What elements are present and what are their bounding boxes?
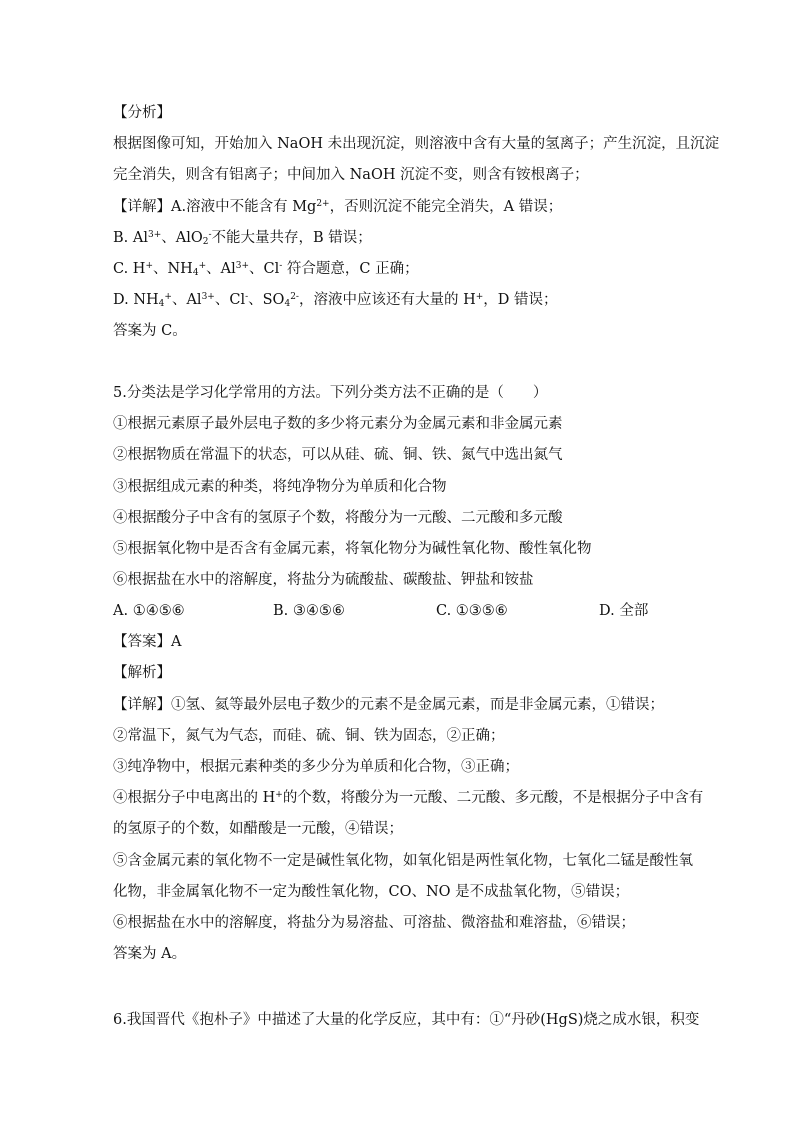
c-s4: - — [279, 261, 283, 271]
c-t3: 、Al — [206, 261, 236, 277]
c-t4: 、Cl — [249, 261, 280, 277]
q5-detail-4 — [113, 789, 703, 807]
d-t6: ，D 错误； — [483, 292, 558, 308]
detail-a-sup: 2+ — [316, 199, 330, 209]
analysis-line-1: 根据图像可知，开始加入 NaOH 未出现沉淀，则溶液中含有大量的氢离子；产生沉淀，且沉淀 — [113, 136, 720, 152]
d-t4: 、SO — [248, 292, 285, 308]
q5-item-1: ①根据元素原子最外层电子数的多少将元素分为金属元素和非金属元素 — [113, 416, 563, 432]
c-s3: 3+ — [235, 261, 250, 271]
c-t2: 、NH — [153, 261, 193, 277]
d-b1: 4 — [158, 299, 165, 309]
q5-detail-5: ⑤含金属元素的氧化物不一定是碱性氧化物，如氧化铝是两性氧化物，七氧化二锰是酸性氧 — [113, 853, 693, 869]
analysis-answer: 答案为 C。 — [113, 323, 187, 339]
q5-item-4: ④根据酸分子中含有的氢原子个数，将酸分为一元酸、二元酸和多元酸 — [113, 510, 563, 526]
q5-option-b: B. ③④⑤⑥ — [273, 603, 345, 619]
detail-a-suffix: ，否则沉淀不能完全消失，A 错误； — [329, 199, 563, 215]
d-s4: 2- — [290, 292, 299, 302]
option-b-analysis — [113, 229, 372, 247]
b-s1: 3+ — [147, 230, 162, 240]
analysis-line-2: 完全消失，则含有铝离子；中间加入 NaOH 沉淀不变，则含有铵根离子； — [113, 167, 589, 183]
c-t1: C. H — [113, 261, 146, 277]
q5-option-d: D. 全部 — [599, 603, 649, 619]
b-t1: B. Al — [113, 230, 148, 246]
d-s2: 3+ — [201, 292, 215, 302]
q5-detail-5b: 化物，非金属氧化物不一定为酸性氧化物，CO、NO 是不成盐氧化物，⑤错误； — [113, 884, 630, 900]
q5-option-c: C. ①③⑤⑥ — [436, 603, 508, 619]
option-d-analysis — [113, 291, 558, 309]
q5-item-3: ③根据组成元素的种类，将纯净物分为单质和化合物 — [113, 479, 447, 495]
d-t1: D. NH — [113, 292, 159, 308]
q5-item-2: ②根据物质在常温下的状态，可以从硅、硫、铜、铁、氮气中选出氮气 — [113, 447, 563, 463]
d-s5: + — [475, 292, 484, 302]
q5-detail-3: ③纯净物中，根据元素种类的多少分为单质和化合物，③正确； — [113, 759, 519, 775]
d-b2: 4 — [284, 299, 291, 309]
q5-detail-4-prefix: ④根据分子中电离出的 H — [113, 790, 276, 806]
c-b1: 4 — [192, 268, 199, 278]
q5-final: 答案为 A。 — [113, 946, 187, 962]
q6-stem: 6.我国晋代《抱朴子》中描述了大量的化学反应，其中有：①“丹砂(HgS)烧之成水银，积变 — [113, 1012, 700, 1028]
q5-item-6: ⑥根据盐在水中的溶解度，将盐分为硫酸盐、碳酸盐、钾盐和铵盐 — [113, 572, 534, 588]
q5-detail-1: 【详解】①氢、氦等最外层电子数少的元素不是金属元素，而是非金属元素，①错误； — [113, 697, 664, 713]
d-t3: 、Cl — [214, 292, 246, 308]
d-s3: - — [245, 292, 249, 302]
q5-detail-4-sup: + — [275, 790, 283, 800]
q5-item-5: ⑤根据氧化物中是否含有金属元素，将氧化物分为碱性氧化物、酸性氧化物 — [113, 541, 592, 557]
d-t5: ，溶液中应该还有大量的 H — [298, 292, 476, 308]
q5-detail-4b: 的氢原子的个数，如醋酸是一元酸，④错误； — [113, 821, 403, 837]
d-t2: 、Al — [171, 292, 202, 308]
b-b1: 2 — [202, 237, 209, 247]
detail-a — [113, 198, 562, 216]
q5-explain-heading: 【解析】 — [113, 665, 171, 681]
detail-a-prefix: 【详解】A.溶液中不能含有 Mg — [113, 199, 317, 215]
b-t2: 、AlO — [161, 230, 203, 246]
q5-detail-2: ②常温下，氮气为气态，而硅、硫、铜、铁为固态，②正确； — [113, 728, 505, 744]
q5-detail-6: ⑥根据盐在水中的溶解度，将盐分为易溶盐、可溶盐、微溶盐和难溶盐，⑥错误； — [113, 915, 635, 931]
c-s2: + — [198, 261, 207, 271]
b-s2: - — [208, 230, 212, 240]
q5-answer: 【答案】A — [113, 634, 182, 650]
c-t5: 符合题意，C 正确； — [282, 261, 419, 277]
d-s1: + — [164, 292, 172, 302]
q5-stem: 5.分类法是学习化学常用的方法。下列分类方法不正确的是（ ） — [113, 385, 548, 401]
option-c-analysis — [113, 260, 419, 278]
b-t3: 不能大量共存，B 错误； — [211, 230, 372, 246]
q5-detail-4-suffix: 的个数，将酸分为一元酸、二元酸、多元酸，不是根据分子中含有 — [282, 790, 704, 806]
q5-option-a: A. ①④⑤⑥ — [113, 603, 185, 619]
c-s1: + — [145, 261, 153, 271]
analysis-heading: 【分析】 — [113, 105, 171, 121]
